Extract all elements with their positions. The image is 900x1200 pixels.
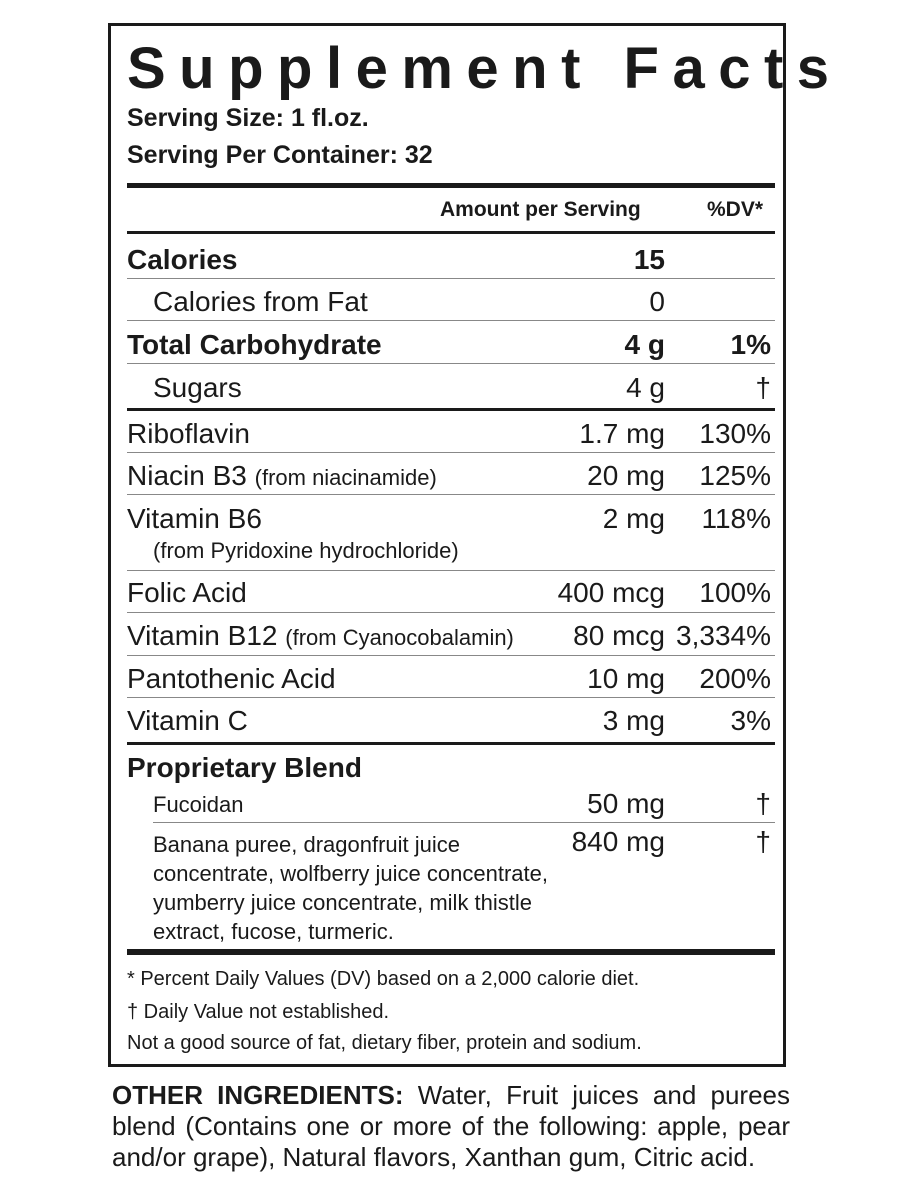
nutrient-dv: 118%: [701, 503, 771, 534]
nutrient-amount: 1.7 mg: [579, 418, 665, 449]
nutrient-source-note: (from niacinamide): [254, 465, 437, 490]
divider-medium: [127, 742, 775, 745]
nutrient-dv: 130%: [699, 418, 771, 449]
blend-item-amount: 840 mg: [571, 826, 665, 857]
nutrient-name: Riboflavin: [127, 418, 250, 449]
nutrient-name: [127, 620, 514, 652]
nutrient-source-note: (from Pyridoxine hydrochloride): [153, 538, 459, 563]
nutrient-name: Calories: [127, 244, 238, 275]
blend-ingredients-line: extract, fucose, turmeric.: [153, 919, 394, 944]
blend-item-name: Fucoidan: [153, 792, 244, 817]
other-ingredients: [112, 1080, 790, 1173]
nutrient-name: [127, 460, 437, 492]
nutrient-source-note: (from Cyanocobalamin): [285, 625, 514, 650]
divider-thick: [127, 183, 775, 188]
blend-item-dv: †: [755, 788, 771, 819]
nutrient-dv: †: [755, 372, 771, 403]
panel-title: Supplement Facts: [127, 36, 843, 101]
nutrient-amount: 0: [649, 286, 665, 317]
nutrient-label: Niacin B3: [127, 460, 247, 491]
serving-size: Serving Size: 1 fl.oz.: [127, 104, 369, 132]
blend-item-amount: 50 mg: [587, 788, 665, 819]
divider-thin: [127, 452, 775, 453]
nutrient-dv: 3%: [730, 705, 771, 736]
nutrient-name: Sugars: [153, 372, 242, 403]
footnote-dagger: † Daily Value not established.: [127, 1001, 390, 1023]
divider-thin: [127, 363, 775, 364]
divider-thin: [127, 697, 775, 698]
footnote-dv: * Percent Daily Values (DV) based on a 2,000 calorie diet.: [127, 968, 640, 990]
supplement-facts-panel: [108, 23, 843, 1067]
nutrient-name: Calories from Fat: [153, 286, 368, 317]
nutrient-name: Folic Acid: [127, 577, 247, 608]
divider-thin: [127, 320, 775, 321]
nutrient-dv: 1%: [730, 329, 771, 360]
column-header-dv: %DV*: [707, 198, 764, 221]
nutrient-name: Total Carbohydrate: [127, 329, 382, 360]
column-header-amount: Amount per Serving: [440, 198, 641, 221]
nutrient-amount: 3 mg: [602, 705, 665, 736]
nutrient-amount: 15: [633, 244, 665, 275]
other-ingredients-label: OTHER INGREDIENTS:: [112, 1080, 404, 1110]
divider-thin: [127, 278, 775, 279]
nutrient-amount: 10 mg: [587, 663, 665, 694]
divider-thin: [127, 494, 775, 495]
divider-medium: [127, 408, 775, 411]
nutrient-amount: 4 g: [624, 329, 665, 360]
divider-thin: [127, 570, 775, 571]
blend-ingredients-line: Banana puree, dragonfruit juice: [153, 832, 460, 857]
nutrient-amount: 400 mcg: [557, 577, 665, 608]
divider-thin: [127, 612, 775, 613]
nutrient-dv: 125%: [699, 460, 771, 491]
nutrient-name: Vitamin B6: [127, 503, 262, 534]
nutrient-name: Vitamin C: [127, 705, 248, 736]
blend-item-dv: †: [755, 826, 771, 857]
blend-ingredients-line: yumberry juice concentrate, milk thistle: [153, 890, 533, 915]
nutrient-label: Vitamin B12: [127, 620, 278, 651]
divider-thin: [127, 655, 775, 656]
blend-title: Proprietary Blend: [127, 752, 362, 783]
divider-thin: [153, 822, 775, 823]
nutrient-amount: 2 mg: [602, 503, 665, 534]
nutrient-dv: 3,334%: [676, 620, 771, 651]
nutrient-amount: 4 g: [626, 372, 665, 403]
nutrient-dv: 100%: [699, 577, 771, 608]
blend-ingredients-line: concentrate, wolfberry juice concentrate,: [153, 861, 548, 886]
nutrient-amount: 20 mg: [587, 460, 665, 491]
divider-thick: [127, 949, 775, 955]
nutrient-amount: 80 mcg: [573, 620, 665, 651]
other-ingredients-text: Water, Fruit juices and purees blend (Contains one or more of the following: apple, pear and/or grape), Natural flavors, Xanthan gum, Citric acid.: [112, 1080, 790, 1172]
blend-ingredients-text: [153, 830, 548, 946]
servings-per-container: Serving Per Container: 32: [127, 141, 433, 169]
divider-medium: [127, 231, 775, 234]
footnote-not-source: Not a good source of fat, dietary fiber, protein and sodium.: [127, 1032, 642, 1054]
nutrient-dv: 200%: [699, 663, 771, 694]
nutrient-name: Pantothenic Acid: [127, 663, 336, 694]
